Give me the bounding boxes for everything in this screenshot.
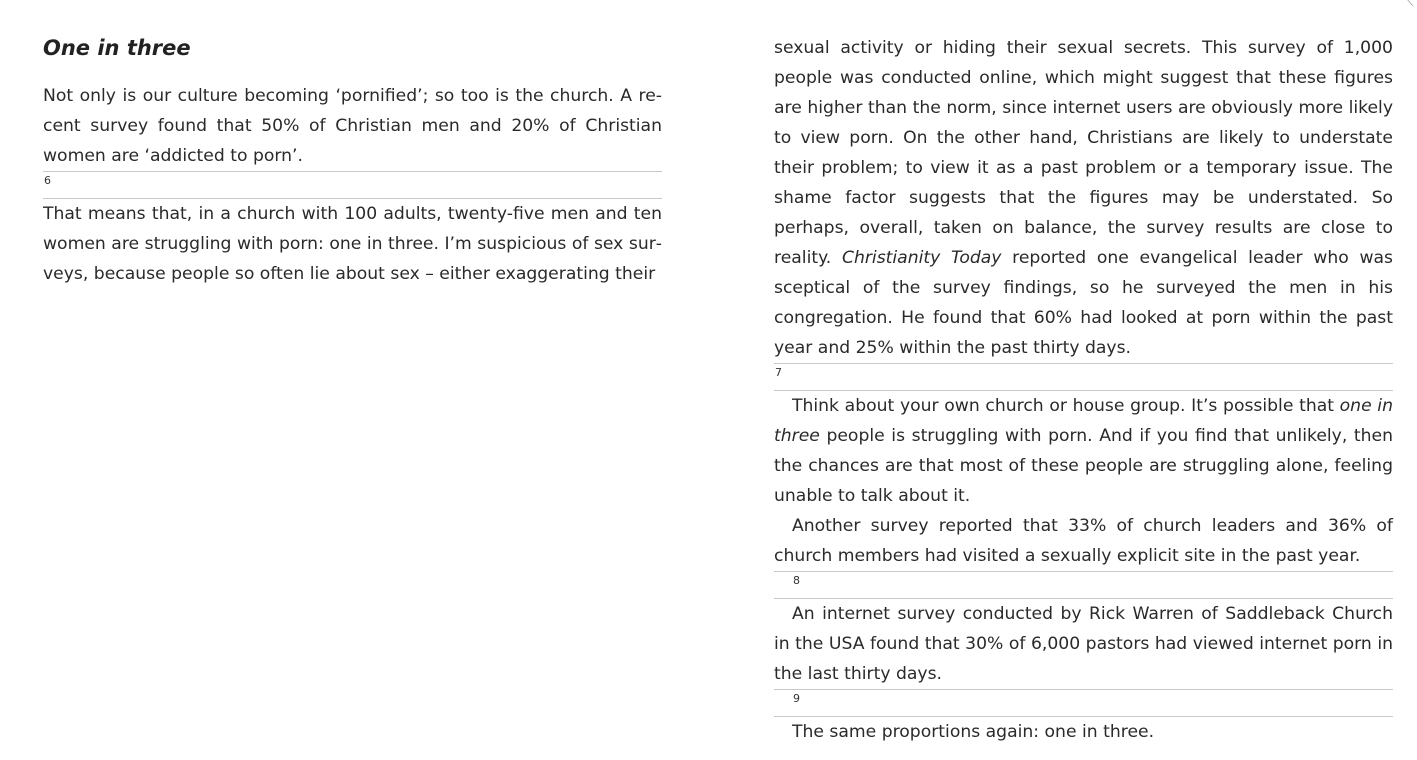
paragraph-text: people is struggling with porn. And if you find that unlikely, then the chances are that most of these people are struggling alone, feeling unable to talk about it. bbox=[774, 426, 1393, 506]
footnote-number[interactable]: 7 bbox=[775, 366, 782, 379]
paragraph-text: sexual activity or hiding their sexual secrets. This survey of 1,000 people was conducted online, which might suggest that these figures are higher than the norm, since internet users are obviously more likely to view porn. On the other hand, Christians are likely to understate their problem; to view it as a past problem or a temporary issue. The shame factor suggests that the figures may be understated. So perhaps, overall, taken on balance, the survey results are close to reality. bbox=[774, 38, 1393, 268]
paragraph-leaders-survey: Another survey reported that 33% of church leaders and 36% of church members had visited a sexually explicit site in the past year. bbox=[774, 516, 1393, 566]
footnote-number[interactable]: 6 bbox=[44, 174, 51, 187]
paragraph-survey-continued bbox=[774, 33, 1393, 363]
section-heading: One in three bbox=[43, 36, 191, 60]
left-page bbox=[43, 33, 662, 289]
corner-resize-icon[interactable]: ⟍ bbox=[1407, 0, 1414, 9]
paragraph-house-group bbox=[774, 391, 1393, 511]
paragraph-pastors-survey: An internet survey conducted by Rick Warren of Saddleback Church in the USA found that 30% of 6,000 pastors had viewed internet porn in the last thirty days. bbox=[774, 604, 1393, 684]
footnote-number[interactable]: 8 bbox=[793, 574, 800, 587]
paragraph-conclusion: The same proportions again: one in three. bbox=[792, 722, 1155, 742]
footnote-marker-9[interactable] bbox=[774, 689, 1393, 717]
footnote-marker-6[interactable] bbox=[43, 171, 662, 199]
footnote-marker-8[interactable] bbox=[774, 571, 1393, 599]
italic-title: Christianity Today bbox=[841, 248, 1002, 268]
paragraph-intro: Not only is our culture becoming ‘pornified’; so too is the church. A recent survey found that 50% of Christian men and 20% of Christian women are ‘addicted to porn’. bbox=[43, 86, 662, 166]
paragraph-text: reported one evangelical leader who was sceptical of the survey findings, so he surveyed the men in his congregation. He found that 60% had looked at porn within the past year and 25% within the past thirty days. bbox=[774, 248, 1393, 358]
paragraph-text: Think about your own church or house group. It’s possible that bbox=[792, 396, 1340, 416]
footnote-number[interactable]: 9 bbox=[793, 692, 800, 705]
footnote-marker-7[interactable] bbox=[774, 363, 1393, 391]
paragraph-one-in-three: That means that, in a church with 100 adults, twenty-five men and ten women are struggling with porn: one in three. I’m suspicious of sex surveys, because people so often lie about sex – either exaggerating their bbox=[43, 204, 662, 284]
italic-phrase: one in three bbox=[774, 396, 1393, 446]
right-page bbox=[774, 33, 1393, 747]
